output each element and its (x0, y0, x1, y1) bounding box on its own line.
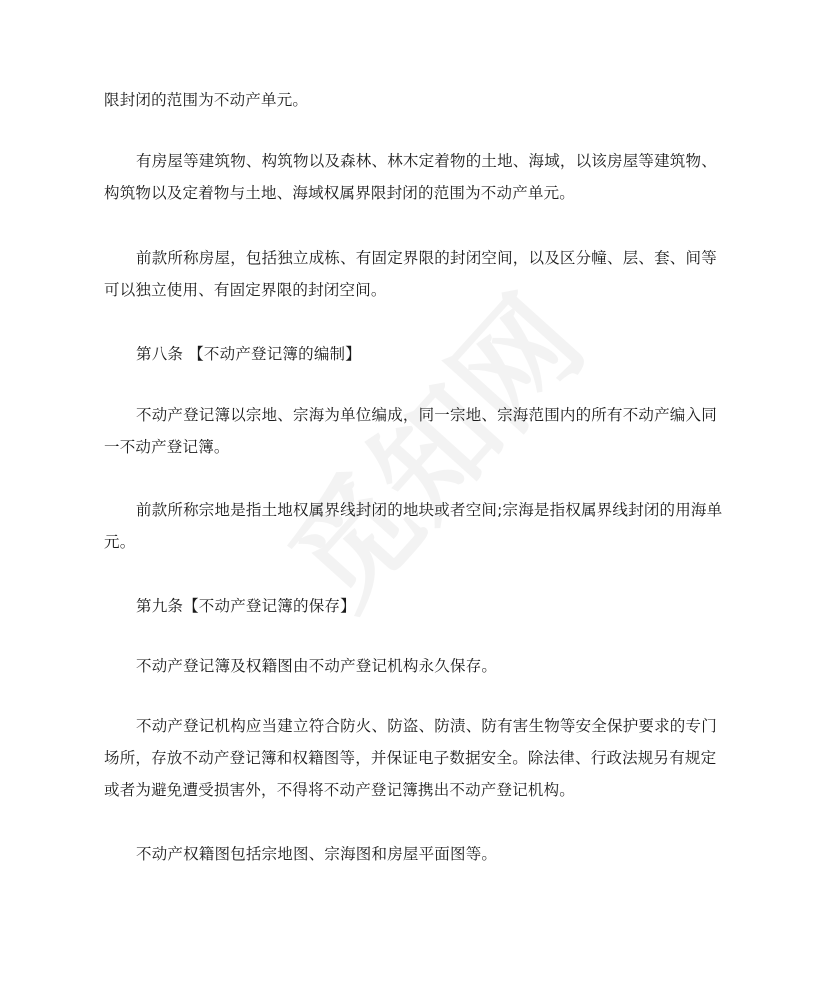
article-9-heading: 第九条【不动产登记簿的保存】 (136, 597, 356, 615)
paragraph-continuation: 限封闭的范围为不动产单元。 (104, 91, 309, 109)
paragraph-register-compilation: 不动产登记簿以宗地、宗海为单位编成，同一宗地、宗海范围内的所有不动产编入同一不动产登记簿。 (104, 406, 717, 456)
paragraph-storage-requirements: 不动产登记机构应当建立符合防火、防盗、防渍、防有害生物等安全保护要求的专门场所，存放不动产登记簿和权籍图等，并保证电子数据安全。除法律、行政法规另有规定或者为避免遭受损害外，不得将不动产登记簿携出不动产登记机构。 (104, 717, 717, 799)
paragraph-parcel-definition: 前款所称宗地是指土地权属界线封闭的地块或者空间;宗海是指权属界线封闭的用海单元。 (104, 501, 723, 551)
paragraph-buildings-unit: 有房屋等建筑物、构筑物以及森林、林木定着物的土地、海域，以该房屋等建筑物、构筑物以及定着物与土地、海域权属界限封闭的范围为不动产单元。 (104, 152, 717, 202)
paragraph-cadastral-maps: 不动产权籍图包括宗地图、宗海图和房屋平面图等。 (136, 845, 498, 863)
paragraph-house-definition: 前款所称房屋，包括独立成栋、有固定界限的封闭空间，以及区分幢、层、套、间等可以独立使用、有固定界限的封闭空间。 (104, 249, 717, 299)
paragraph-permanent-storage: 不动产登记簿及权籍图由不动产登记机构永久保存。 (136, 657, 498, 675)
article-8-heading: 第八条 【不动产登记簿的编制】 (136, 345, 361, 363)
